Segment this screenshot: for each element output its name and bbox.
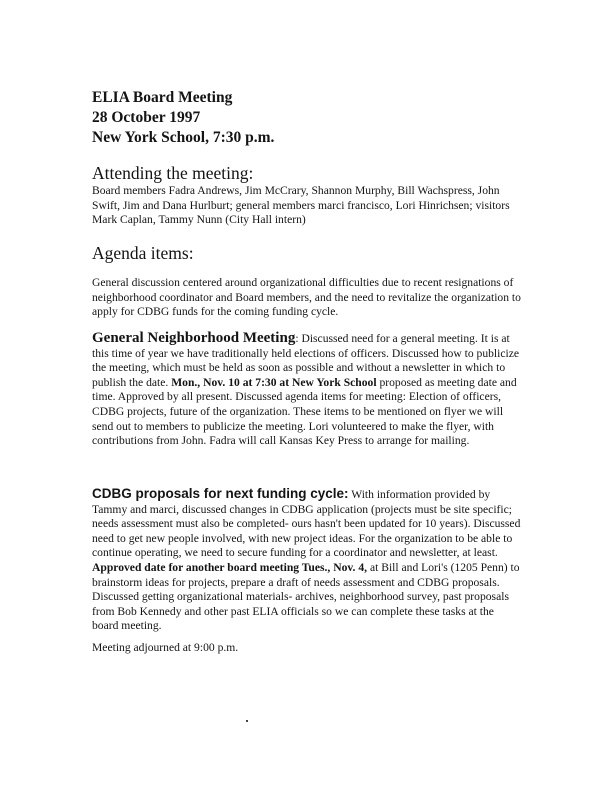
cdbg-section: [92, 487, 522, 634]
speck: [246, 720, 248, 722]
attending-heading: Attending the meeting:: [92, 163, 254, 183]
cdbg-label: CDBG proposals for next funding cycle:: [92, 486, 349, 501]
board-meeting-date: Approved date for another board meeting Tues., Nov. 4,: [92, 560, 368, 574]
agenda-heading: Agenda items:: [92, 243, 194, 263]
cdbg-text-2: at Bill and Lori's (1205 Penn) to brainstorm ideas for projects, prepare a draft of needs assessment and CDBG proposals. Discussed getting organizational materials- archives, neighborhood survey, past proposals from Bob Kennedy and other past ELIA officials so we can complete these tasks at the board meeting.: [92, 560, 520, 633]
cdbg-text-1: With information provided by Tammy and marci, discussed changes in CDBG application (projects must be site specific; needs assessment must also be completed- ours hasn't been updated for 10 years). Discussed need to get new people involved, with new project ideas. For the organization to be able to continue operating, we need to secure funding for a coordinator and newsletter, at least.: [92, 488, 521, 560]
general-meeting-label: General Neighborhood Meeting: [92, 330, 296, 346]
meeting-location-time: New York School, 7:30 p.m.: [92, 129, 275, 146]
closing-line: Meeting adjourned at 9:00 p.m.: [92, 641, 239, 654]
meeting-header: [92, 88, 274, 148]
general-meeting-text-1: : Discussed need for a general meeting. It is at this time of year we have traditionally held elections of officers. Discussed how to publicize the meeting, which must be held as soon as possible and without a newsletter in which to publish the date.: [92, 332, 520, 389]
agenda-intro: General discussion centered around organizational difficulties due to recent resignations of neighborhood coordinator and Board members, and the need to revitalize the organization to apply for CDBG funds for the coming funding cycle.: [92, 276, 521, 319]
meeting-title: ELIA Board Meeting: [92, 89, 233, 106]
attending-list: Board members Fadra Andrews, Jim McCrary, Shannon Murphy, Bill Wachspress, John Swift, Jim and Dana Hurlburt; general members marci francisco, Lori Hinrichsen; visitors Mark Caplan, Tammy Nunn (City Hall intern): [92, 184, 510, 227]
general-meeting-date: Mon., Nov. 10 at 7:30 at New York School: [171, 375, 377, 389]
general-meeting-section: [92, 331, 522, 449]
meeting-date: 28 October 1997: [92, 109, 201, 126]
general-meeting-text-2: proposed as meeting date and time. Approved by all present. Discussed agenda items for meeting: Election of officers, CDBG projects, future of the organization. These items to be mentioned on flyer we will send out to members to publicize the meeting. Lori volunteered to make the flyer, with contributions from John. Fadra will call Kansas Key Press to arrange for mailing.: [92, 375, 517, 448]
